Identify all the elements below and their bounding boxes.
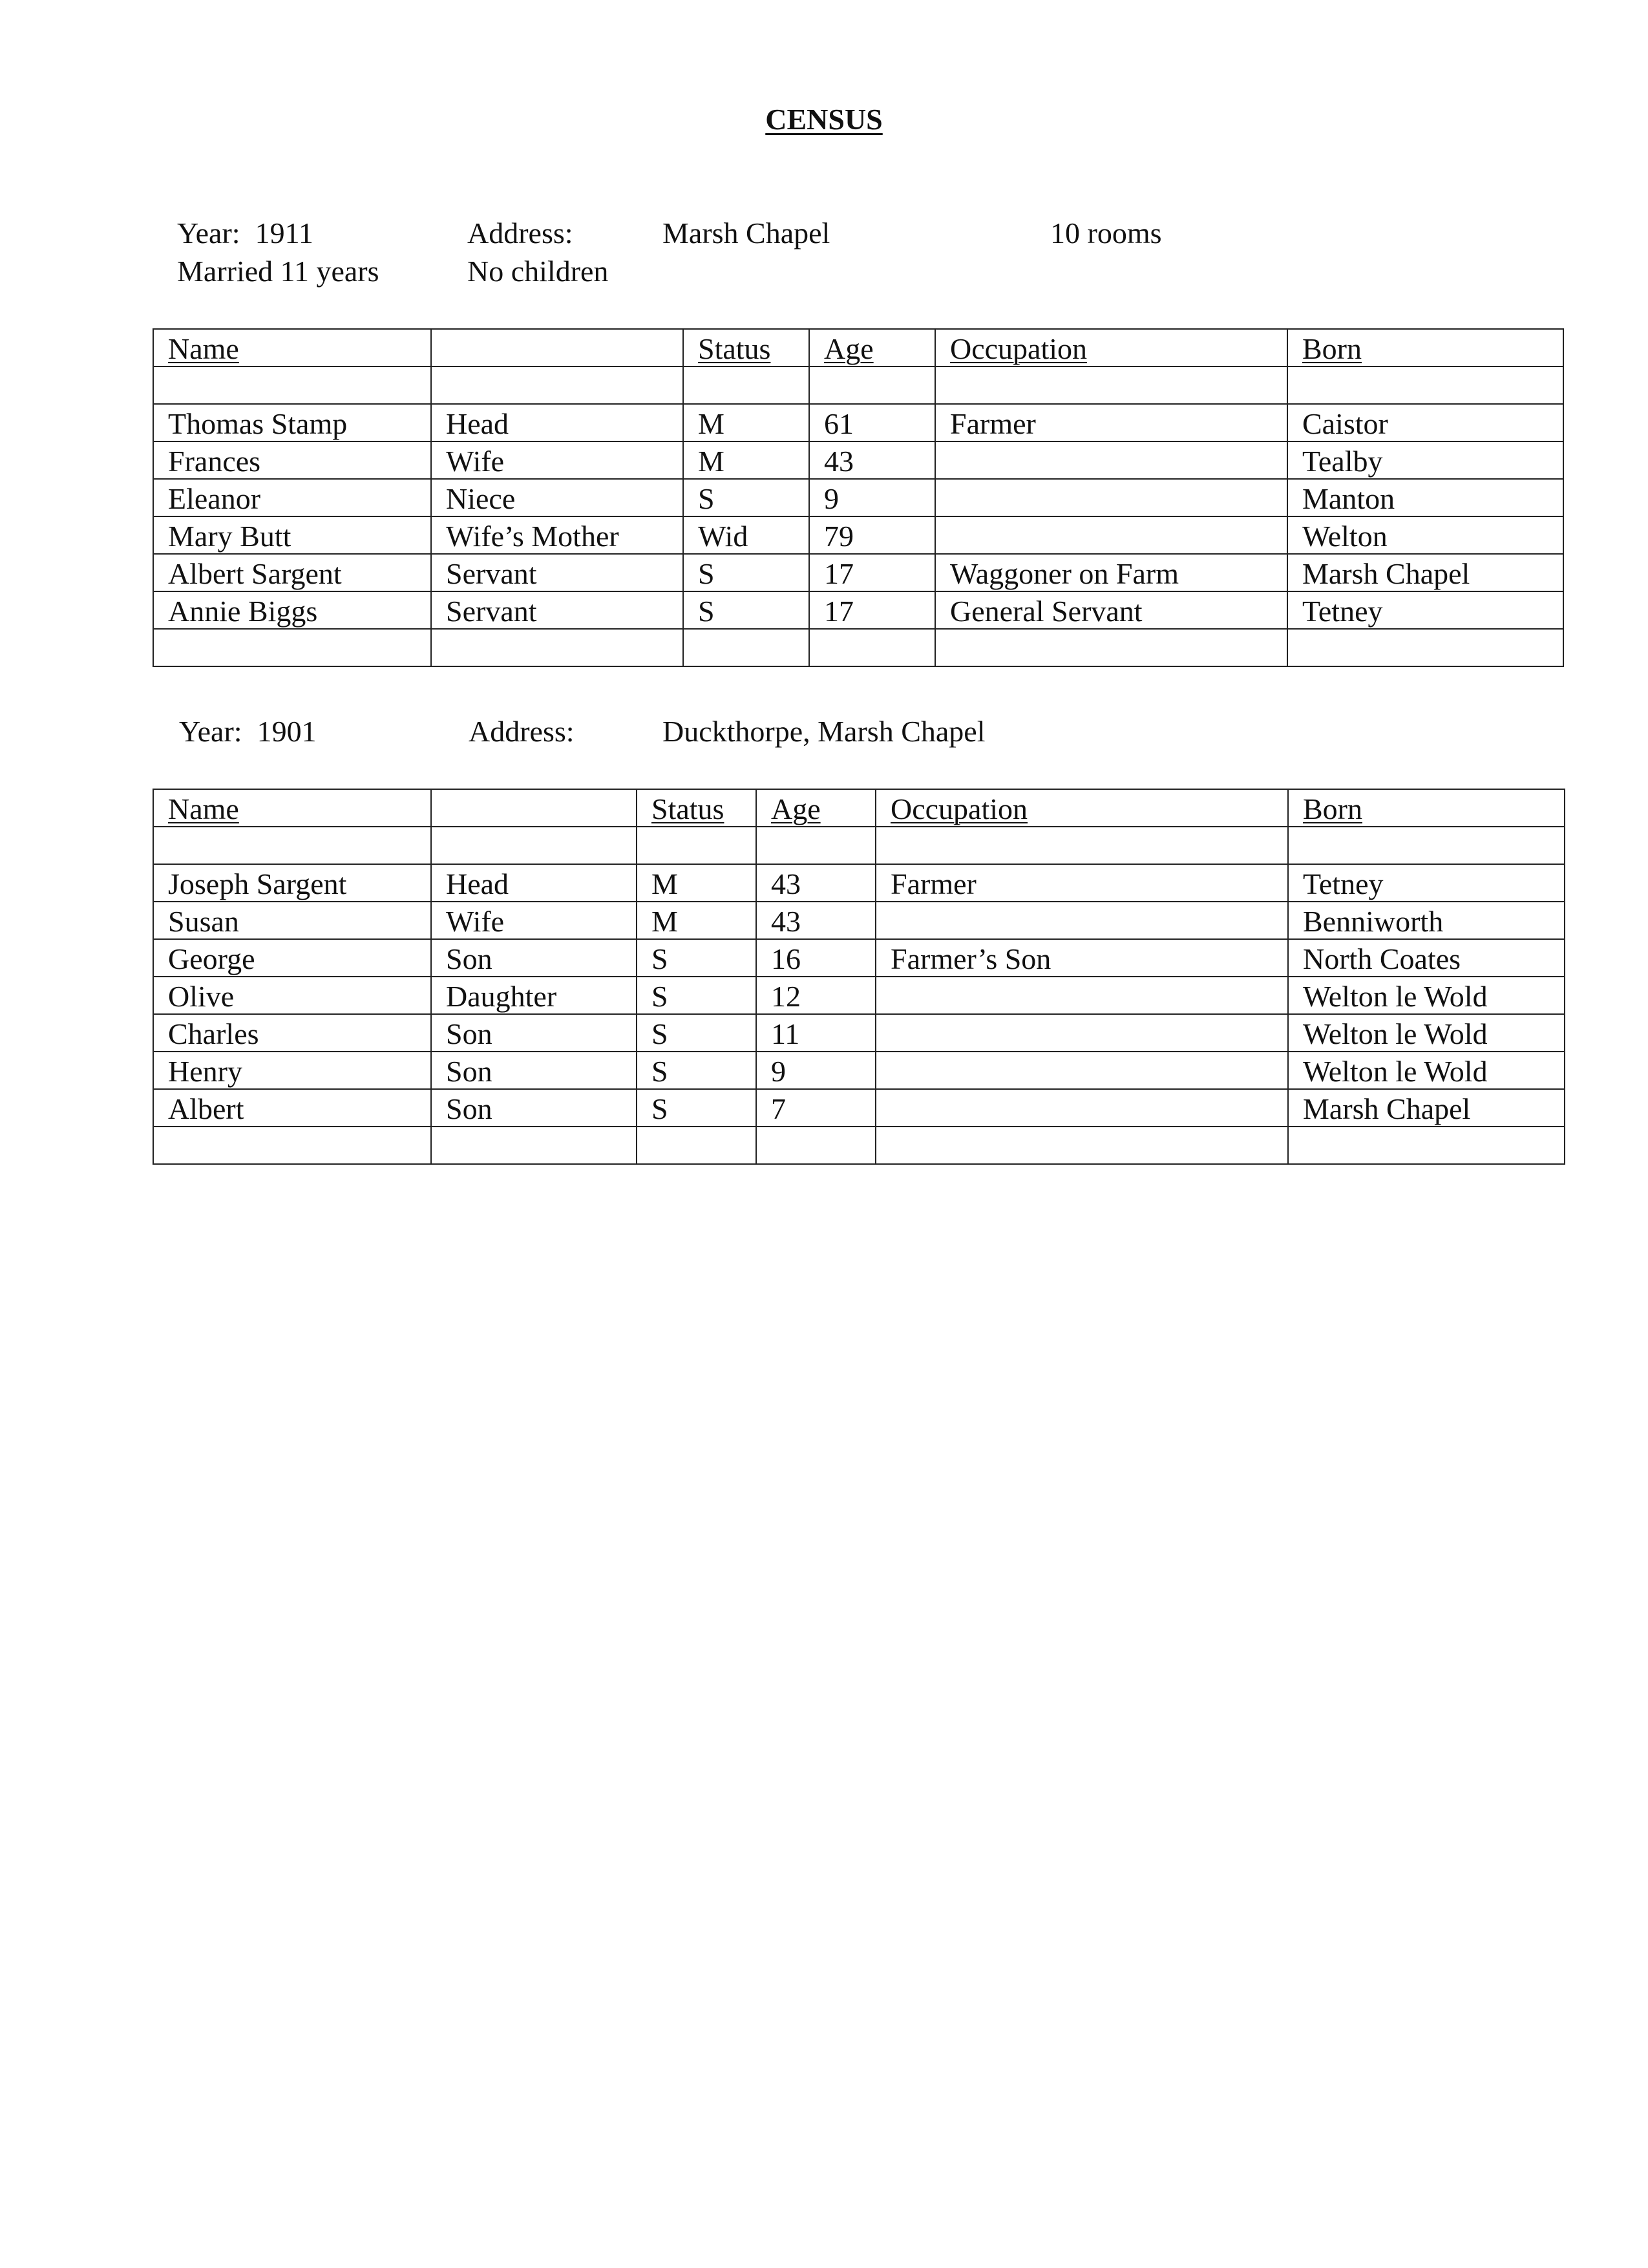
table-row	[153, 591, 1563, 629]
age-cell: 16	[756, 939, 876, 977]
status-cell: S	[683, 591, 809, 629]
name-cell: Albert	[153, 1089, 431, 1127]
born-cell: Benniworth	[1288, 902, 1565, 939]
age-cell: 12	[756, 977, 876, 1014]
column-header-status: Status	[637, 789, 756, 827]
year-value: 1911	[255, 217, 313, 249]
born-cell: Tetney	[1288, 864, 1565, 902]
empty-cell	[809, 366, 935, 404]
empty-cell	[683, 366, 809, 404]
occupation-cell	[876, 1052, 1288, 1089]
relation-cell: Head	[431, 404, 683, 441]
blank-row	[153, 1127, 1565, 1164]
occupation-cell	[935, 441, 1287, 479]
status-cell: M	[683, 441, 809, 479]
table-row	[153, 864, 1565, 902]
status-cell: S	[683, 479, 809, 516]
name-cell: George	[153, 939, 431, 977]
blank-row	[153, 366, 1563, 404]
status-cell: S	[683, 554, 809, 591]
page-title: CENSUS	[765, 103, 883, 136]
empty-cell	[431, 827, 637, 864]
table-row	[153, 902, 1565, 939]
empty-cell	[153, 1127, 431, 1164]
born-cell: North Coates	[1288, 939, 1565, 977]
status-cell: S	[637, 1052, 756, 1089]
table-row	[153, 939, 1565, 977]
status-cell: S	[637, 939, 756, 977]
column-header-occupation: Occupation	[935, 329, 1287, 366]
rooms-value: 10 rooms	[1050, 217, 1162, 249]
table-row	[153, 479, 1563, 516]
name-cell: Albert Sargent	[153, 554, 431, 591]
empty-cell	[637, 827, 756, 864]
year-1901-line	[179, 717, 317, 747]
name-cell: Joseph Sargent	[153, 864, 431, 902]
name-cell: Eleanor	[153, 479, 431, 516]
census-table-1901	[153, 789, 1565, 1165]
status-cell: S	[637, 1014, 756, 1052]
name-cell: Susan	[153, 902, 431, 939]
age-cell: 9	[809, 479, 935, 516]
year-label: Year:	[179, 715, 242, 748]
age-cell: 7	[756, 1089, 876, 1127]
born-cell: Tetney	[1287, 591, 1563, 629]
occupation-cell: Farmer	[935, 404, 1287, 441]
born-cell: Caistor	[1287, 404, 1563, 441]
occupation-cell: General Servant	[935, 591, 1287, 629]
empty-cell	[683, 629, 809, 666]
column-header-name: Name	[153, 789, 431, 827]
relation-cell: Niece	[431, 479, 683, 516]
children-note: No children	[467, 255, 609, 288]
table-row	[153, 977, 1565, 1014]
status-cell: M	[683, 404, 809, 441]
name-cell: Olive	[153, 977, 431, 1014]
born-cell: Marsh Chapel	[1287, 554, 1563, 591]
column-header-name: Name	[153, 329, 431, 366]
relation-cell: Son	[431, 1014, 637, 1052]
address-label: Address:	[469, 715, 575, 748]
occupation-cell: Farmer’s Son	[876, 939, 1288, 977]
age-cell: 17	[809, 554, 935, 591]
column-header-relation	[431, 329, 683, 366]
born-cell: Welton le Wold	[1288, 1052, 1565, 1089]
table-row	[153, 1089, 1565, 1127]
occupation-cell	[876, 1089, 1288, 1127]
table-row	[153, 1052, 1565, 1089]
occupation-cell	[876, 977, 1288, 1014]
born-cell: Marsh Chapel	[1288, 1089, 1565, 1127]
column-header-born: Born	[1287, 329, 1563, 366]
empty-cell	[809, 629, 935, 666]
year-value: 1901	[257, 715, 317, 748]
address-value: Marsh Chapel	[662, 217, 830, 249]
empty-cell	[1288, 1127, 1565, 1164]
column-header-age: Age	[756, 789, 876, 827]
status-cell: M	[637, 902, 756, 939]
age-cell: 9	[756, 1052, 876, 1089]
married-note: Married 11 years	[177, 255, 379, 288]
empty-cell	[1288, 827, 1565, 864]
relation-cell: Son	[431, 1052, 637, 1089]
header-row	[153, 789, 1565, 827]
empty-cell	[431, 1127, 637, 1164]
name-cell: Mary Butt	[153, 516, 431, 554]
occupation-cell	[935, 516, 1287, 554]
occupation-cell: Farmer	[876, 864, 1288, 902]
empty-cell	[935, 629, 1287, 666]
column-header-relation	[431, 789, 637, 827]
column-header-status: Status	[683, 329, 809, 366]
age-cell: 43	[809, 441, 935, 479]
relation-cell: Wife’s Mother	[431, 516, 683, 554]
census-table-1911	[153, 328, 1564, 667]
status-cell: S	[637, 1089, 756, 1127]
empty-cell	[876, 827, 1288, 864]
empty-cell	[153, 366, 431, 404]
table-row	[153, 441, 1563, 479]
empty-cell	[1287, 366, 1563, 404]
empty-cell	[637, 1127, 756, 1164]
relation-cell: Servant	[431, 554, 683, 591]
name-cell: Thomas Stamp	[153, 404, 431, 441]
address-value: Duckthorpe, Marsh Chapel	[662, 715, 986, 748]
status-cell: S	[637, 977, 756, 1014]
relation-cell: Servant	[431, 591, 683, 629]
relation-cell: Head	[431, 864, 637, 902]
address-label: Address:	[467, 217, 573, 249]
empty-cell	[876, 1127, 1288, 1164]
blank-row	[153, 629, 1563, 666]
name-cell: Charles	[153, 1014, 431, 1052]
age-cell: 61	[809, 404, 935, 441]
born-cell: Welton le Wold	[1288, 1014, 1565, 1052]
name-cell: Annie Biggs	[153, 591, 431, 629]
age-cell: 43	[756, 864, 876, 902]
relation-cell: Wife	[431, 441, 683, 479]
name-cell: Frances	[153, 441, 431, 479]
empty-cell	[153, 629, 431, 666]
empty-cell	[756, 827, 876, 864]
occupation-cell	[876, 902, 1288, 939]
empty-cell	[431, 366, 683, 404]
relation-cell: Son	[431, 939, 637, 977]
age-cell: 79	[809, 516, 935, 554]
born-cell: Welton le Wold	[1288, 977, 1565, 1014]
column-header-born: Born	[1288, 789, 1565, 827]
table-row	[153, 516, 1563, 554]
empty-cell	[431, 629, 683, 666]
empty-cell	[1287, 629, 1563, 666]
empty-cell	[756, 1127, 876, 1164]
year-1911-line	[177, 218, 313, 248]
status-cell: M	[637, 864, 756, 902]
relation-cell: Daughter	[431, 977, 637, 1014]
age-cell: 11	[756, 1014, 876, 1052]
relation-cell: Son	[431, 1089, 637, 1127]
born-cell: Tealby	[1287, 441, 1563, 479]
age-cell: 43	[756, 902, 876, 939]
empty-cell	[935, 366, 1287, 404]
born-cell: Welton	[1287, 516, 1563, 554]
column-header-occupation: Occupation	[876, 789, 1288, 827]
status-cell: Wid	[683, 516, 809, 554]
born-cell: Manton	[1287, 479, 1563, 516]
header-row	[153, 329, 1563, 366]
table-row	[153, 1014, 1565, 1052]
table-row	[153, 404, 1563, 441]
occupation-cell	[935, 479, 1287, 516]
occupation-cell	[876, 1014, 1288, 1052]
column-header-age: Age	[809, 329, 935, 366]
blank-row	[153, 827, 1565, 864]
table-row	[153, 554, 1563, 591]
relation-cell: Wife	[431, 902, 637, 939]
year-label: Year:	[177, 217, 240, 249]
occupation-cell: Waggoner on Farm	[935, 554, 1287, 591]
empty-cell	[153, 827, 431, 864]
name-cell: Henry	[153, 1052, 431, 1089]
age-cell: 17	[809, 591, 935, 629]
